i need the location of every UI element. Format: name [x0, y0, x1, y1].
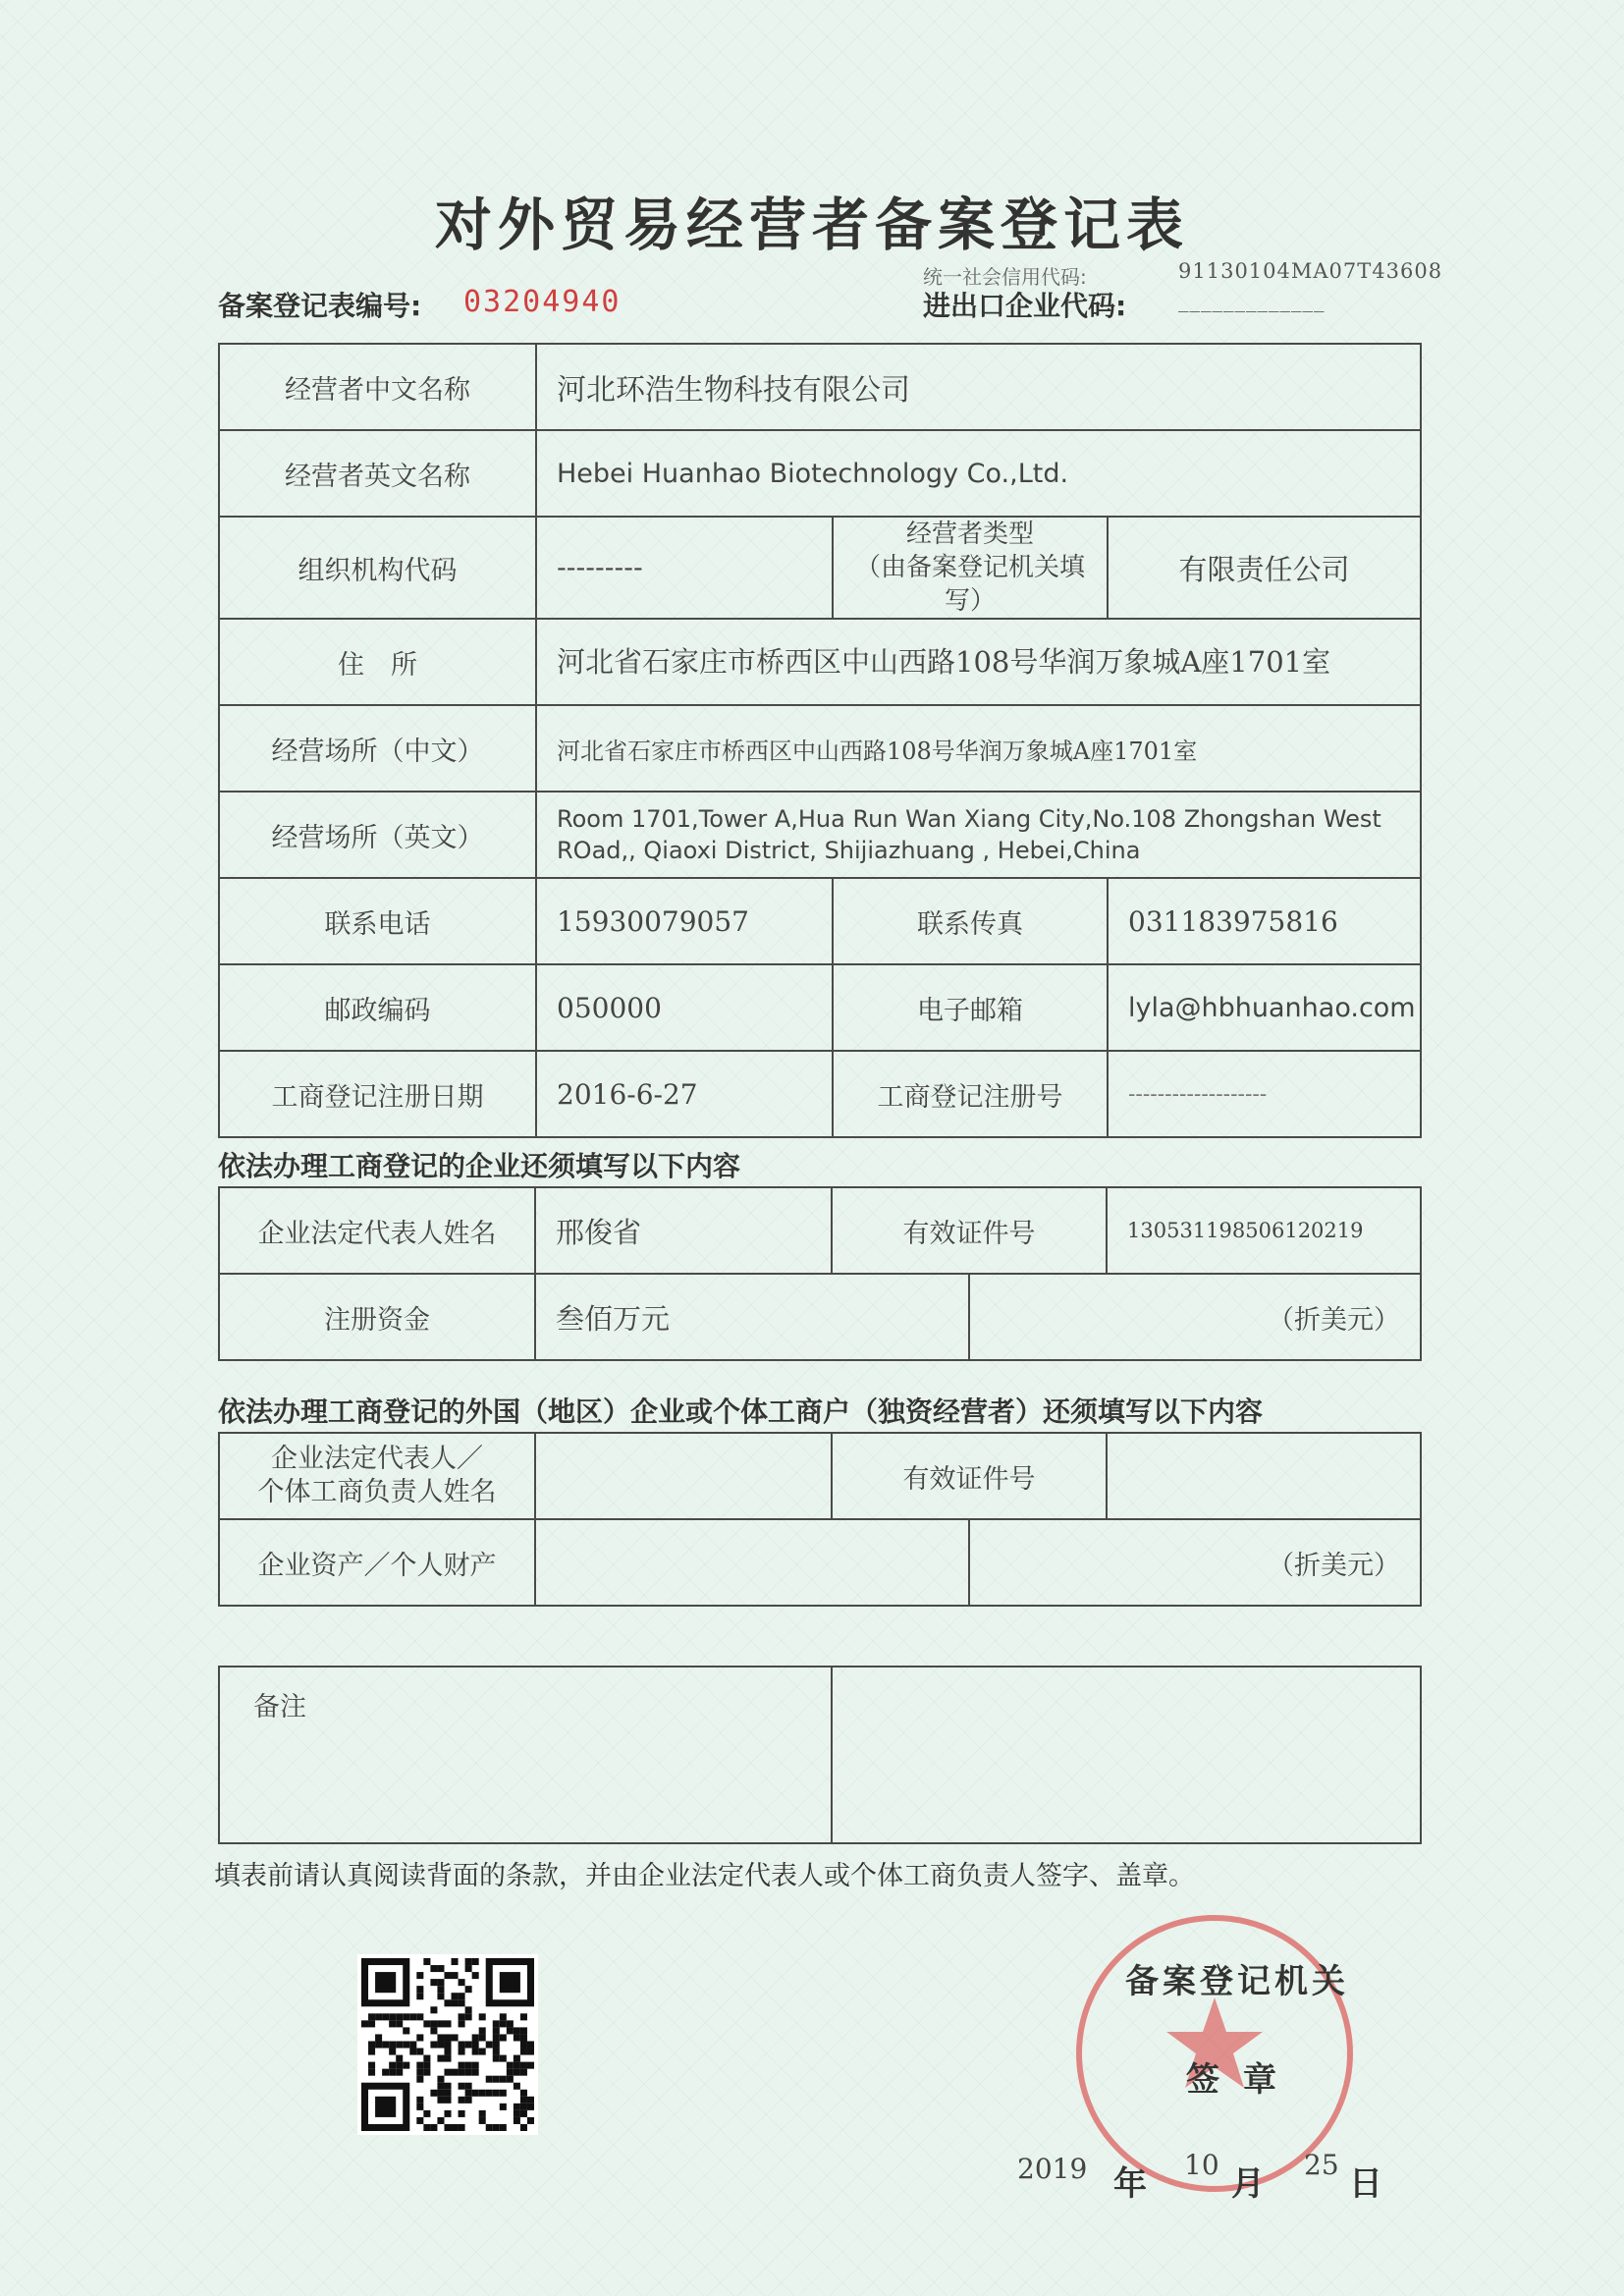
section2-heading: 依法办理工商登记的外国（地区）企业或个体工商户（独资经营者）还须填写以下内容: [218, 1395, 1264, 1428]
operator-type-value: 有限责任公司: [1108, 517, 1421, 619]
capital-usd-note: （折美元）: [969, 1274, 1421, 1360]
cn-name-value: 河北环浩生物科技有限公司: [536, 344, 1421, 430]
section2-id-value: [1107, 1433, 1421, 1519]
assets-label: 企业资产／个人财产: [219, 1519, 535, 1606]
section2-rep-value: [535, 1433, 832, 1519]
credit-code-label: 统一社会信用代码:: [923, 265, 1087, 289]
en-name-value: Hebei Huanhao Biotechnology Co.,Ltd.: [536, 430, 1421, 517]
date-year-char: 年: [1113, 2164, 1147, 2204]
date-month: 10: [1184, 2149, 1219, 2181]
remarks-table: [218, 1666, 1422, 1844]
postcode-label: 邮政编码: [219, 964, 536, 1051]
email-value: lyla@hbhuanhao.com: [1108, 964, 1421, 1051]
remarks-value: [832, 1667, 1421, 1843]
section2-rep-label-line1: 企业法定代表人／: [271, 1444, 483, 1474]
section2-id-label: 有效证件号: [832, 1433, 1107, 1519]
record-no-value: 03204940: [463, 285, 622, 319]
filing-authority-label: 备案登记机关: [1125, 1962, 1349, 2001]
date-day-char: 日: [1349, 2164, 1382, 2204]
date-day: 25: [1304, 2149, 1339, 2181]
date-month-char: 月: [1231, 2164, 1265, 2204]
place-cn-label: 经营场所（中文）: [219, 705, 536, 792]
cn-name-label: 经营者中文名称: [219, 344, 536, 430]
section1-table: [218, 1186, 1422, 1361]
en-name-label: 经营者英文名称: [219, 430, 536, 517]
signature-seal-label: 签章: [1186, 2060, 1300, 2100]
import-export-value: _____________: [1178, 289, 1326, 312]
qr-code: [357, 1954, 538, 2135]
reg-no-value: -------------------: [1108, 1051, 1421, 1137]
remarks-label: 备注: [219, 1667, 832, 1843]
org-code-label: 组织机构代码: [219, 517, 536, 619]
qr-code-graphic: [361, 1958, 534, 2131]
operator-type-sublabel: （由备案登记机关填写）: [854, 553, 1085, 616]
page-title: 对外贸易经营者备案登记表: [434, 191, 1189, 258]
legal-rep-label: 企业法定代表人姓名: [219, 1187, 535, 1274]
reg-date-label: 工商登记注册日期: [219, 1051, 536, 1137]
footer-instruction: 填表前请认真阅读背面的条款，并由企业法定代表人或个体工商负责人签字、盖章。: [214, 1861, 1195, 1891]
section1-id-value: 130531198506120219: [1107, 1187, 1421, 1274]
place-cn-value: 河北省石家庄市桥西区中山西路108号华润万象城A座1701室: [536, 705, 1421, 792]
reg-no-label: 工商登记注册号: [833, 1051, 1108, 1137]
credit-code-value: 91130104MA07T43608: [1178, 259, 1443, 283]
org-code-value: ---------: [536, 517, 833, 619]
fax-value: 031183975816: [1108, 878, 1421, 964]
address-label: 住 所: [219, 619, 536, 705]
phone-value: 15930079057: [536, 878, 833, 964]
section2-table: [218, 1432, 1422, 1607]
fax-label: 联系传真: [833, 878, 1108, 964]
reg-date-value: 2016-6-27: [536, 1051, 833, 1137]
place-en-label: 经营场所（英文）: [219, 792, 536, 878]
phone-label: 联系电话: [219, 878, 536, 964]
record-no-label: 备案登记表编号:: [218, 290, 422, 322]
assets-value: [535, 1519, 969, 1606]
operator-type-label: 经营者类型: [905, 519, 1034, 549]
operator-type-label-cell: [833, 517, 1108, 619]
section2-rep-label-line2: 个体工商负责人姓名: [257, 1477, 497, 1507]
section2-rep-label-cell: [219, 1433, 535, 1519]
postcode-value: 050000: [536, 964, 833, 1051]
section1-id-label: 有效证件号: [832, 1187, 1107, 1274]
section1-heading: 依法办理工商登记的企业还须填写以下内容: [218, 1150, 741, 1182]
date-year: 2019: [1017, 2153, 1088, 2185]
place-en-value: Room 1701,Tower A,Hua Run Wan Xiang City,No.108 Zhongshan West ROad,, Qiaoxi District, Shijiazhuang , Hebei,China: [536, 792, 1421, 878]
import-export-label: 进出口企业代码:: [923, 290, 1127, 322]
capital-label: 注册资金: [219, 1274, 535, 1360]
address-value: 河北省石家庄市桥西区中山西路108号华润万象城A座1701室: [536, 619, 1421, 705]
email-label: 电子邮箱: [833, 964, 1108, 1051]
legal-rep-value: 邢俊省: [535, 1187, 832, 1274]
assets-usd-note: （折美元）: [969, 1519, 1421, 1606]
capital-value: 叁佰万元: [535, 1274, 969, 1360]
main-info-table: [218, 343, 1422, 1138]
